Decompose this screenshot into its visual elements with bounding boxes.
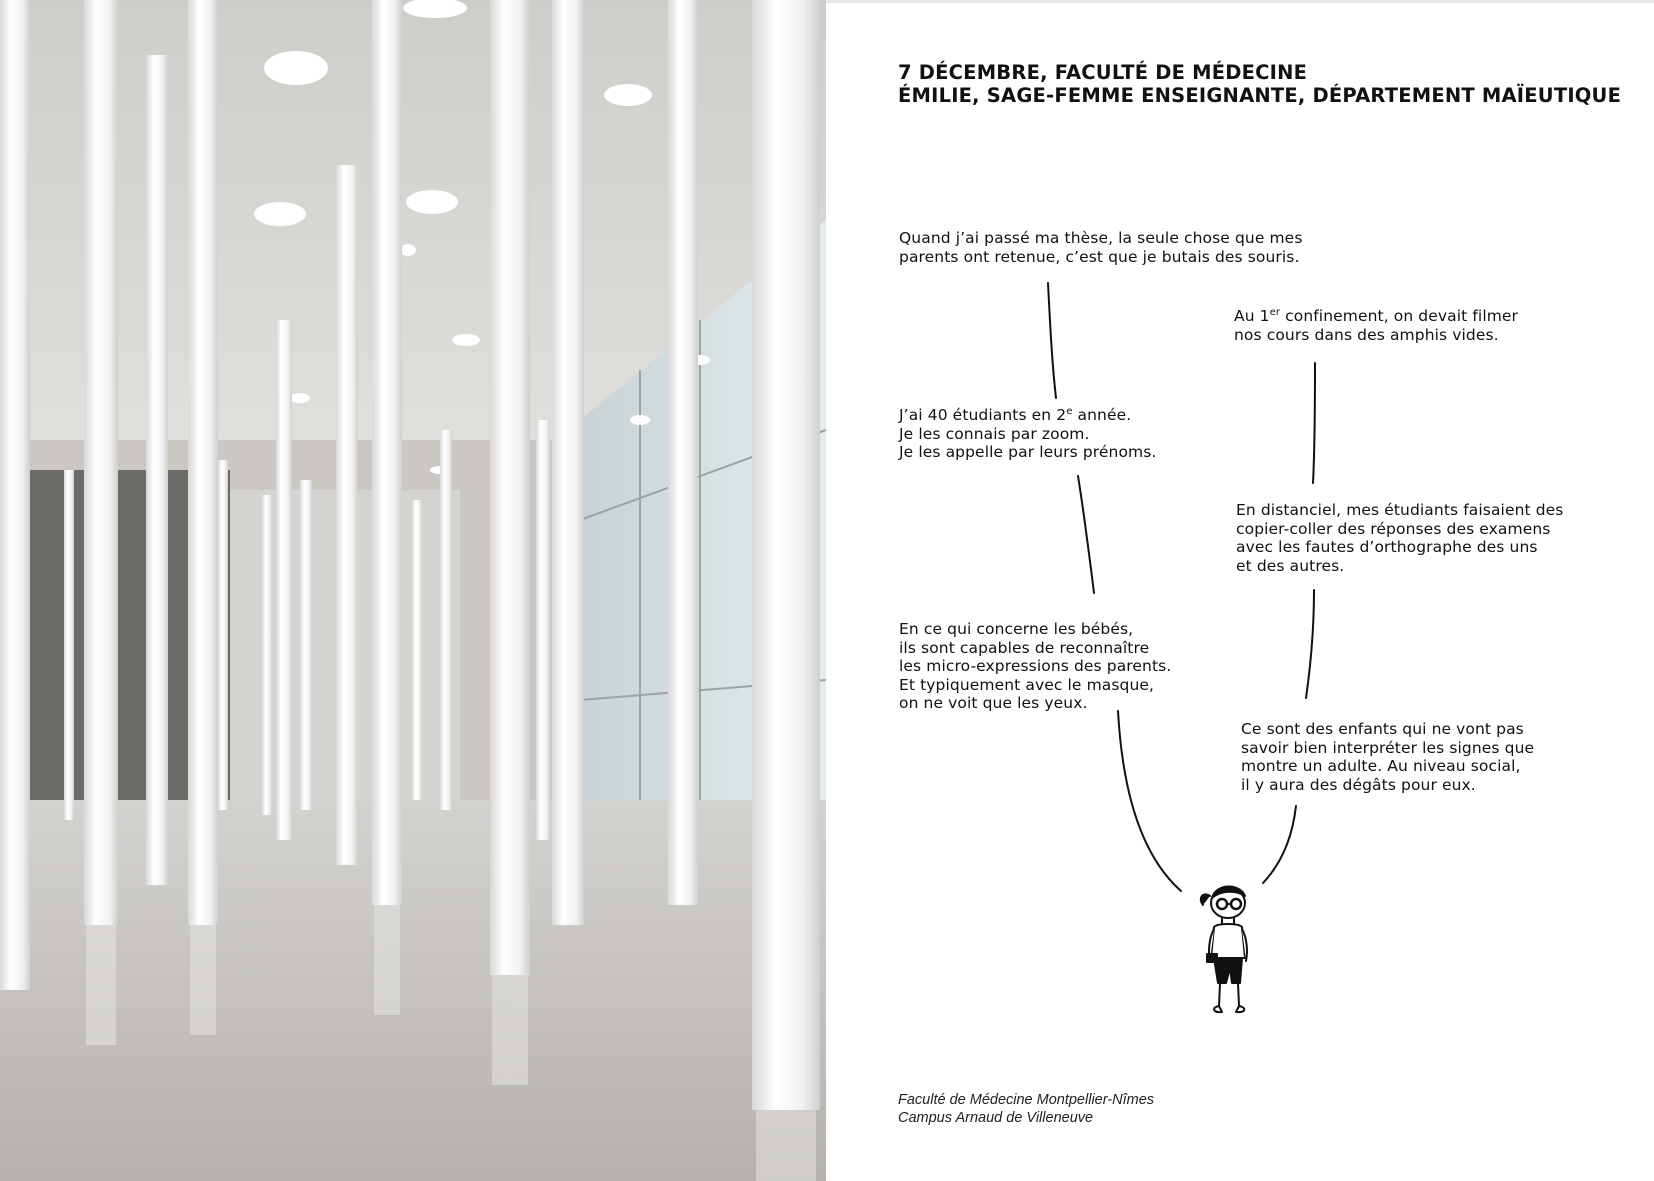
quote-etudiants-end: année.: [1072, 406, 1132, 424]
atrium-photo: [0, 0, 826, 1181]
speech-line-confinement: [1313, 363, 1315, 483]
quote-etudiants-sup: e: [1066, 405, 1073, 417]
header-speaker: ÉMILIE, SAGE-FEMME ENSEIGNANTE, DÉPARTEMENT MAÏEUTIQUE: [898, 84, 1622, 107]
photo-icon: [0, 0, 826, 1181]
speech-line-distanciel: [1306, 590, 1314, 698]
quote-etudiants-rest: Je les connais par zoom. Je les appelle par leurs prénoms.: [899, 424, 1157, 461]
speech-lines: [826, 3, 1654, 1181]
page-header: [898, 61, 1621, 107]
caption-line-campus: Campus Arnaud de Villeneuve: [898, 1110, 1094, 1126]
emilie-character-icon: [1201, 886, 1247, 1012]
header-date-place: 7 DÉCEMBRE, FACULTÉ DE MÉDECINE: [898, 61, 1308, 84]
caption-line-faculty: Faculté de Médecine Montpellier-Nîmes: [898, 1092, 1155, 1108]
quote-etudiants: [899, 406, 1156, 462]
quote-etudiants-start: J’ai 40 étudiants en 2: [899, 406, 1067, 424]
photo-caption: [898, 1091, 1154, 1127]
comic-page: [826, 0, 1654, 1181]
quote-distanciel: En distanciel, mes étudiants faisaient des copier-coller des réponses des examens avec les fautes d’orthographe des uns et des autres.: [1236, 501, 1564, 575]
speech-line-bebes: [1118, 711, 1181, 891]
speech-line-these: [1048, 283, 1056, 398]
quote-confinement-sup: er: [1269, 306, 1281, 318]
quote-confinement-rest: confinement, on devait filmer nos cours dans des amphis vides.: [1234, 307, 1519, 344]
quote-confinement: [1234, 307, 1518, 344]
quote-these: Quand j’ai passé ma thèse, la seule chose que mes parents ont retenue, c’est que je butais des souris.: [899, 229, 1303, 266]
speech-line-etudiants: [1078, 476, 1094, 593]
quote-enfants: Ce sont des enfants qui ne vont pas savoir bien interpréter les signes que montre un adulte. Au niveau social, il y aura des dégâts pour eux.: [1241, 720, 1535, 794]
quote-bebes: En ce qui concerne les bébés, ils sont capables de reconnaître les micro-expressions des parents. Et typiquement avec le masque, on ne voit que les yeux.: [899, 620, 1172, 712]
speech-line-enfants: [1263, 806, 1296, 883]
quote-confinement-start: Au 1: [1234, 307, 1270, 325]
